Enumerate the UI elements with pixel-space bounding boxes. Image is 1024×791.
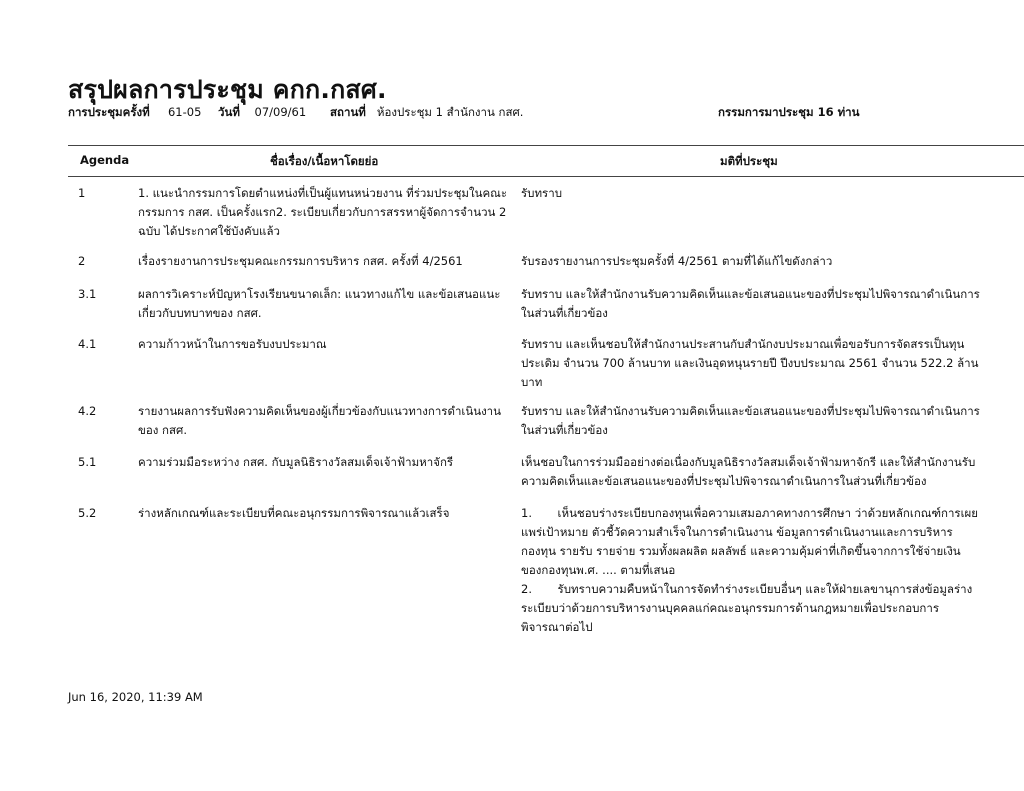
header-agenda: Agenda bbox=[80, 153, 130, 167]
meeting-place-value: ห้องประชุม 1 สำนักงาน กสศ. bbox=[376, 105, 524, 119]
attendance: กรรมการมาประชุม 16 ท่าน bbox=[718, 105, 860, 119]
agenda-topic: ความก้าวหน้าในการขอรับงบประมาณ bbox=[138, 337, 327, 351]
agenda-topic: ความร่วมมือระหว่าง กสศ. กับมูลนิธิรางวัลสมเด็จเจ้าฟ้ามหาจักรี bbox=[138, 455, 454, 469]
meeting-number-value: 61-05 bbox=[167, 105, 202, 119]
agenda-resolution: 1. เห็นชอบร่างระเบียบกองทุนเพื่อความเสมอภาคทางการศึกษา ว่าด้วยหลักเกณฑ์การเผยแพร่เป้าหมาย ตัวชี้วัดความสำเร็จในการดำเนินงาน ข้อมูลการดำเนินงานและการบริหารกองทุน รายรับ รายจ่าย รวมทั้งผลผลิต ผลลัพธ์ และความคุ้มค่าที่เกิดขึ้นจากการใช้จ่ายเงินของกองทุนพ.ศ. .... ตามที่เสนอ 2. รับทราบความคืบหน้าในการจัดทำร่างระเบียบอื่นๆ และให้ฝ่ายเลขานุการส่งข้อมูลร่างระเบียบว่าด้วยการบริหารงานบุคคลแก่คณะอนุกรรมการด้านกฎหมายเพื่อประกอบการพิจารณาต่อไป bbox=[521, 506, 979, 634]
agenda-number: 4.2 bbox=[78, 404, 97, 418]
agenda-number: 5.2 bbox=[78, 506, 97, 520]
agenda-resolution: รับทราบ และเห็นชอบให้สำนักงานประสานกับสำนักงบประมาณเพื่อขอรับการจัดสรรเป็นทุนประเดิม จำนวน 700 ล้านบาท และเงินอุดหนุนรายปี ปีงบประมาณ 2561 จำนวน 522.2 ล้านบาท bbox=[521, 337, 979, 389]
agenda-resolution: เห็นชอบในการร่วมมืออย่างต่อเนื่องกับมูลนิธิรางวัลสมเด็จเจ้าฟ้ามหาจักรี และให้สำนักงานรับความคิดเห็นและข้อเสนอแนะของที่ประชุมไปพิจารณาดำเนินการในส่วนที่เกี่ยวข้อง bbox=[521, 455, 976, 488]
meeting-number-label: การประชุมครั้งที่ bbox=[68, 105, 150, 119]
agenda-number: 1 bbox=[78, 186, 86, 200]
agenda-resolution: รับทราบ และให้สำนักงานรับความคิดเห็นและข้อเสนอแนะของที่ประชุมไปพิจารณาดำเนินการในส่วนที่เกี่ยวข้อง bbox=[521, 404, 980, 437]
agenda-number: 2 bbox=[78, 254, 86, 268]
print-timestamp: Jun 16, 2020, 11:39 AM bbox=[68, 690, 203, 704]
meeting-date-label: วันที่ bbox=[218, 105, 240, 119]
agenda-topic: ร่างหลักเกณฑ์และระเบียบที่คณะอนุกรรมการพิจารณาแล้วเสร็จ bbox=[138, 506, 450, 520]
agenda-number: 4.1 bbox=[78, 337, 97, 351]
agenda-topic: ผลการวิเคราะห์ปัญหาโรงเรียนขนาดเล็ก: แนวทางแก้ไข และข้อเสนอแนะเกี่ยวกับบทบาทของ กสศ. bbox=[138, 287, 501, 320]
agenda-topic: เรื่องรายงานการประชุมคณะกรรมการบริหาร กสศ. ครั้งที่ 4/2561 bbox=[138, 254, 463, 268]
agenda-number: 3.1 bbox=[78, 287, 97, 301]
page-title: สรุปผลการประชุม คกก.กสศ. bbox=[68, 75, 387, 104]
header-resolution: มติที่ประชุม bbox=[720, 154, 778, 168]
meeting-date-value: 07/09/61 bbox=[254, 105, 307, 119]
agenda-topic: รายงานผลการรับฟังความคิดเห็นของผู้เกี่ยวข้องกับแนวทางการดำเนินงานของ กสศ. bbox=[138, 404, 501, 437]
agenda-resolution: รับรองรายงานการประชุมครั้งที่ 4/2561 ตามที่ได้แก้ไขดังกล่าว bbox=[521, 254, 833, 268]
agenda-topic: 1. แนะนำกรรมการโดยตำแหน่งที่เป็นผู้แทนหน่วยงาน ที่ร่วมประชุมในคณะกรรมการ กสศ. เป็นครั้งแรก2. ระเบียบเกี่ยวกับการสรรหาผู้จัดการจำนวน 2 ฉบับ ได้ประกาศใช้บังคับแล้ว bbox=[138, 186, 508, 238]
agenda-resolution: รับทราบ และให้สำนักงานรับความคิดเห็นและข้อเสนอแนะของที่ประชุมไปพิจารณาดำเนินการในส่วนที่เกี่ยวข้อง bbox=[521, 287, 980, 320]
agenda-resolution: รับทราบ bbox=[521, 186, 562, 200]
meeting-place-label: สถานที่ bbox=[330, 105, 366, 119]
header-topic: ชื่อเรื่อง/เนื้อหาโดยย่อ bbox=[270, 154, 379, 168]
agenda-number: 5.1 bbox=[78, 455, 97, 469]
